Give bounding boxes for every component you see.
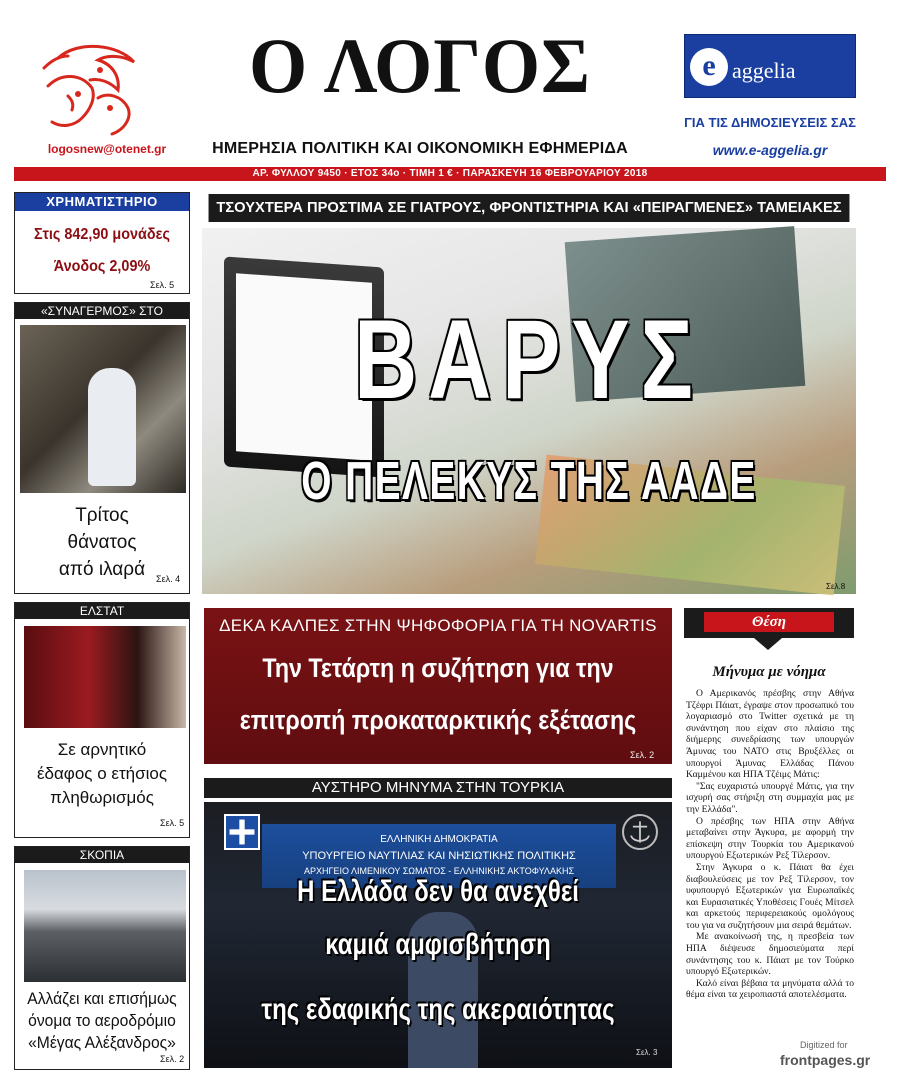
newspaper-title: Ο ΛΟΓΟΣ [249, 22, 591, 109]
eaggelia-tagline: ΓΙΑ ΤΙΣ ΔΗΜΟΣΙΕΥΣΕΙΣ ΣΑΣ [684, 115, 856, 130]
editorial-paragraph: Ο πρέσβης των ΗΠΑ στην Αθήνα μεταβαίνει στην Άγκυρα, με αφορμή την επίσκεψη στην Τουρκία του Αμερικανού υπουργού Εξωτερικών Ρεξ Τίλερσον. [686, 815, 854, 862]
logo-faces-icon [38, 38, 150, 138]
stock-change: Άνοδος 2,09% [53, 258, 151, 275]
eaggelia-logo-text: aggelia [732, 58, 796, 83]
stock-points: Στις 842,90 μονάδες [34, 226, 170, 243]
page-ref: Σελ. 3 [636, 1048, 658, 1057]
page-ref: Σελ. 5 [160, 818, 185, 828]
contact-email[interactable]: logosnew@otenet.gr [47, 142, 167, 156]
banner-line: ΕΛΛΗΝΙΚΗ ΔΗΜΟΚΡΑΤΙΑ [380, 834, 498, 845]
nurse-figure [88, 368, 136, 486]
editorial-body [686, 688, 854, 1001]
banner-line: ΥΠΟΥΡΓΕΙΟ ΝΑΥΤΙΛΙΑΣ ΚΑΙ ΝΗΣΙΩΤΙΚΗΣ ΠΟΛΙΤΙΚΗΣ [302, 850, 576, 862]
digitized-note: Digitized for [800, 1040, 848, 1050]
editorial-title: Μήνυμα με νόημα [712, 664, 826, 680]
page-ref: Σελ. 2 [160, 1054, 185, 1064]
stock-market-header: ΧΡΗΜΑΤΙΣΤΗΡΙΟ [15, 193, 189, 211]
page-ref: Σελ.8 [826, 582, 846, 591]
measles-headline: Τρίτος θάνατος από ιλαρά [58, 505, 146, 580]
editorial-paragraph: Καλό είναι βέβαια τα μηνύματα αλλά το θέμα είναι τα χειροπιαστά αποτελέσματα. [686, 977, 854, 1001]
sales-shop-photo [24, 626, 186, 728]
editorial-label: Θέση [704, 612, 834, 632]
airport-photo [24, 870, 186, 982]
page-ref: Σελ. 5 [150, 280, 175, 290]
page-ref: Σελ. 2 [630, 750, 655, 760]
editorial-paragraph: Με ανακοίνωσή της, η πρεσβεία των ΗΠΑ διέψευσε δημοσιεύματα περί συνάντησης του κ. Πάιατ με τον Τούρκο υπουργό Εξωτερικών. [686, 931, 854, 978]
lead-headline: ΒΑΡΥΣ [354, 297, 704, 422]
turkey-headline-line: της εδαφικής της ακεραιότητας [261, 993, 615, 1026]
measles-header: «ΣΥΝΑΓΕΡΜΟΣ» ΣΤΟ [15, 303, 189, 319]
issue-info: ΑΡ. ΦΥΛΛΟΥ 9450 · ΕΤΟΣ 34ο · ΤΙΜΗ 1 € · ΠΑΡΑΣΚΕΥΗ 16 ΦΕΒΡΟΥΑΡΙΟΥ 2018 [252, 168, 648, 179]
anchor-icon [622, 814, 658, 850]
arrow-down-icon [754, 638, 782, 650]
elstat-headline: Σε αρνητικό έδαφος ο ετήσιος πληθωρισμός [36, 740, 168, 807]
editorial-paragraph: Ο Αμερικανός πρέσβης στην Αθήνα Τζέφρι Πάιατ, έγραψε στον προσωπικό του λογαριασμό στο Twitter σχετικά με τη συνάντηση που είχαν στο πλαίσιο της διήμερης συνεδρίασης των υπουργών Άμυνας του ΝΑΤΟ στις Βρυξέλλες οι υπουργοί Άμυνας Ελλάδας Πάνου Καμμένου και ΗΠΑ Τζέιμς Μάτις: [686, 688, 854, 781]
novartis-headline-line: επιτροπή προκαταρκτικής εξέτασης [239, 705, 637, 735]
novartis-kicker: ΔΕΚΑ ΚΑΛΠΕΣ ΣΤΗΝ ΨΗΦΟΦΟΡΙΑ ΓΙΑ ΤΗ NOVARTIS [219, 616, 657, 635]
greek-emblem-icon [224, 814, 260, 850]
editorial-paragraph: "Σας ευχαριστώ υπουργέ Μάτις, για την ισχυρή σας στήριξη στη συμμαχία μας με την Ελλάδα". [686, 780, 854, 815]
lead-subheadline: Ο ΠΕΛΕΚΥΣ ΤΗΣ ΑΑΔΕ [301, 451, 757, 511]
eaggelia-e-icon: e [690, 48, 728, 86]
elstat-header: ΕΛΣΤΑΤ [15, 603, 189, 619]
turkey-headline-line: καμιά αμφισβήτηση [325, 928, 551, 961]
editorial-paragraph: Στην Άγκυρα ο κ. Πάιατ θα έχει διαβουλεύσεις με τον Ρεξ Τίλερσον, τον υφυπουργό Εξωτερικών για Ευρωπαϊκές και Ευρασιατικές Υποθέσεις Γουές Μίτσελ και αρκετούς περιφερειακούς ομολόγους του για να συζητήσουν μια σειρά θεμάτων. [686, 861, 854, 931]
lead-kicker: ΤΣΟΥΧΤΕΡΑ ΠΡΟΣΤΙΜΑ ΣΕ ΓΙΑΤΡΟΥΣ, ΦΡΟΝΤΙΣΤΗΡΙΑ ΚΑΙ «ΠΕΙΡΑΓΜΕΝΕΣ» ΤΑΜΕΙΑΚΕΣ [209, 194, 850, 222]
eaggelia-url-link[interactable]: www.e-aggelia.gr [712, 142, 828, 158]
turkey-headline-line: Η Ελλάδα δεν θα ανεχθεί [297, 875, 579, 908]
skopia-header: ΣΚΟΠΙΑ [15, 847, 189, 863]
page-ref: Σελ. 4 [156, 574, 181, 584]
newspaper-subtitle: ΗΜΕΡΗΣΙΑ ΠΟΛΙΤΙΚΗ ΚΑΙ ΟΙΚΟΝΟΜΙΚΗ ΕΦΗΜΕΡΙΔΑ [212, 140, 628, 157]
source-watermark[interactable]: frontpages.gr [780, 1052, 871, 1068]
novartis-headline-line: Την Τετάρτη η συζήτηση για την [262, 653, 614, 683]
skopia-headline: Αλλάζει και επισήμως όνομα το αεροδρόμιο «Μέγας Αλέξανδρος» [27, 989, 177, 1052]
turkey-kicker: ΑΥΣΤΗΡΟ ΜΗΝΥΜΑ ΣΤΗΝ ΤΟΥΡΚΙΑ [204, 778, 672, 798]
banner-line: ΑΡΧΗΓΕΙΟ ΛΙΜΕΝΙΚΟΥ ΣΩΜΑΤΟΣ - ΕΛΛΗΝΙΚΗΣ ΑΚΤΟΦΥΛΑΚΗΣ [303, 866, 575, 876]
